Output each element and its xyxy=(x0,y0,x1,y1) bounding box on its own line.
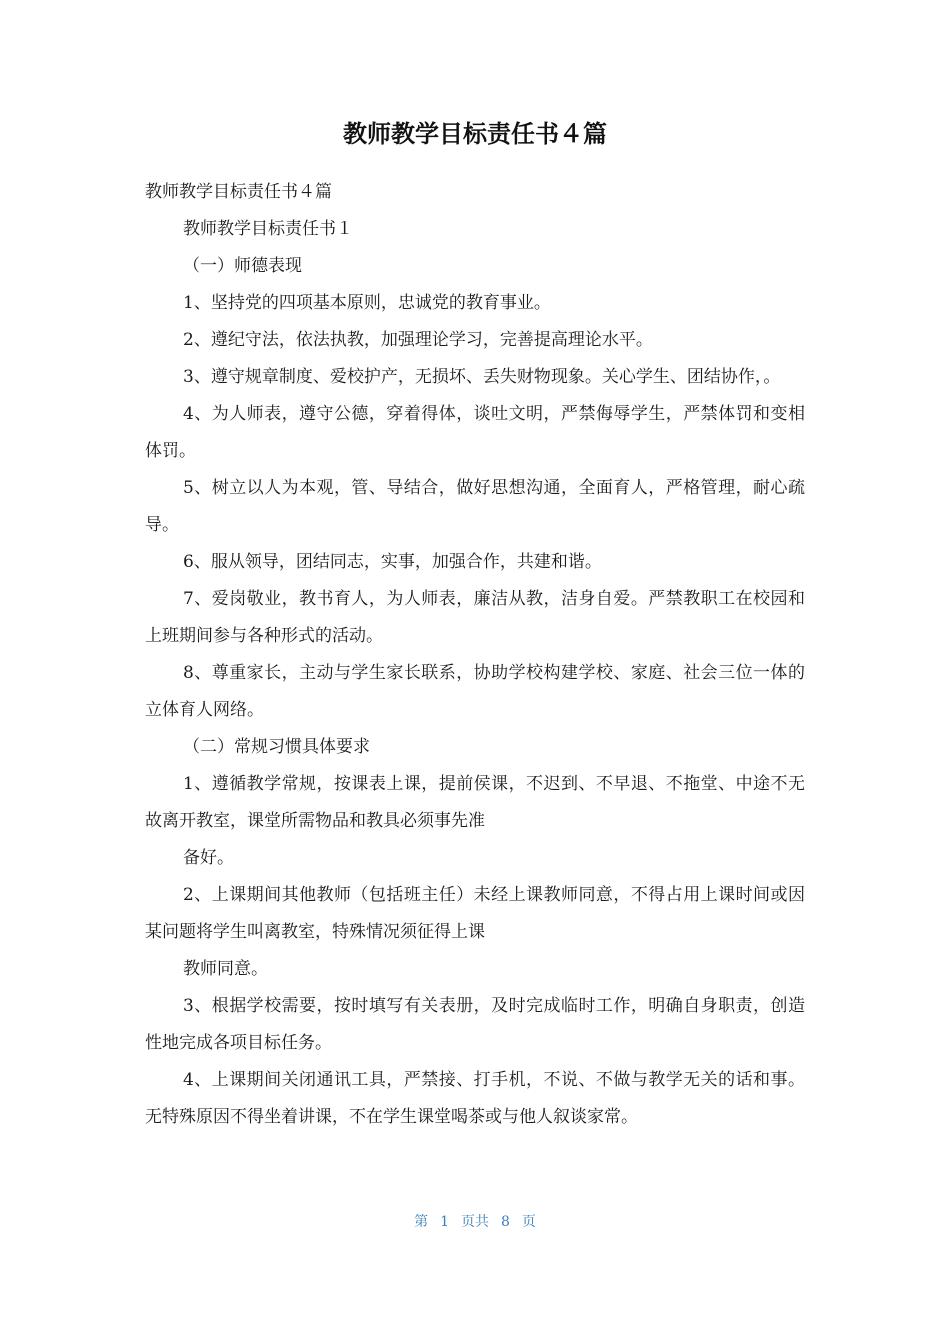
page-title: 教师教学目标责任书４篇 xyxy=(343,120,607,148)
part2-item: 3、根据学校需要，按时填写有关表册，及时完成临时工作，明确自身职责，创造性地完成各项目标任务。 xyxy=(145,996,805,1053)
footer-total-pages: 8 xyxy=(501,1214,510,1230)
section-title: 教师教学目标责任书１ xyxy=(183,219,353,239)
part1-item: 4、为人师表，遵守公德，穿着得体，谈吐文明，严禁侮辱学生，严禁体罚和变相体罚。 xyxy=(145,404,805,461)
part2-item: 2、上课期间其他教师（包括班主任）未经上课教师同意，不得占用上课时间或因某问题将学生叫离教室，特殊情况须征得上课 xyxy=(145,885,805,942)
part2-item: 4、上课期间关闭通讯工具，严禁接、打手机，不说、不做与教学无关的话和事。无特殊原因不得坐着讲课，不在学生课堂喝茶或与他人叙谈家常。 xyxy=(145,1070,805,1127)
part2-item-continuation: 教师同意。 xyxy=(183,959,268,979)
footer-suffix: 页 xyxy=(521,1214,536,1230)
footer-prefix: 第 xyxy=(414,1214,429,1230)
part1-item: 3、遵守规章制度、爱校护产，无损坏、丢失财物现象。关心学生、团结协作，。 xyxy=(183,367,781,387)
part2-item-continuation: 备好。 xyxy=(183,848,234,868)
footer-middle: 页共 xyxy=(461,1214,489,1230)
part2-item: 1、遵循教学常规，按课表上课，提前侯课，不迟到、不早退、不拖堂、中途不无故离开教室，课堂所需物品和教具必须事先准 xyxy=(145,774,805,831)
part2-heading: （二）常规习惯具体要求 xyxy=(183,737,370,757)
part1-item: 2、遵纪守法，依法执教，加强理论学习，完善提高理论水平。 xyxy=(183,330,653,350)
part1-item: 8、尊重家长，主动与学生家长联系，协助学校构建学校、家庭、社会三位一体的立体育人网络。 xyxy=(145,663,805,720)
document-body xyxy=(145,174,805,1136)
part1-item: 5、树立以人为本观，管、导结合，做好思想沟通，全面育人，严格管理，耐心疏导。 xyxy=(145,478,805,535)
document-subtitle: 教师教学目标责任书４篇 xyxy=(145,182,332,202)
part1-item: 6、服从领导，团结同志，实事，加强合作，共建和谐。 xyxy=(183,552,602,572)
page-footer xyxy=(0,1210,950,1234)
part1-item: 7、爱岗敬业，教书育人，为人师表，廉洁从教，洁身自爱。严禁教职工在校园和上班期间参与各种形式的活动。 xyxy=(145,589,805,646)
part1-heading: （一）师德表现 xyxy=(183,256,302,276)
part1-item: 1、坚持党的四项基本原则，忠诚党的教育事业。 xyxy=(183,293,551,313)
footer-page-number: 1 xyxy=(440,1214,449,1230)
